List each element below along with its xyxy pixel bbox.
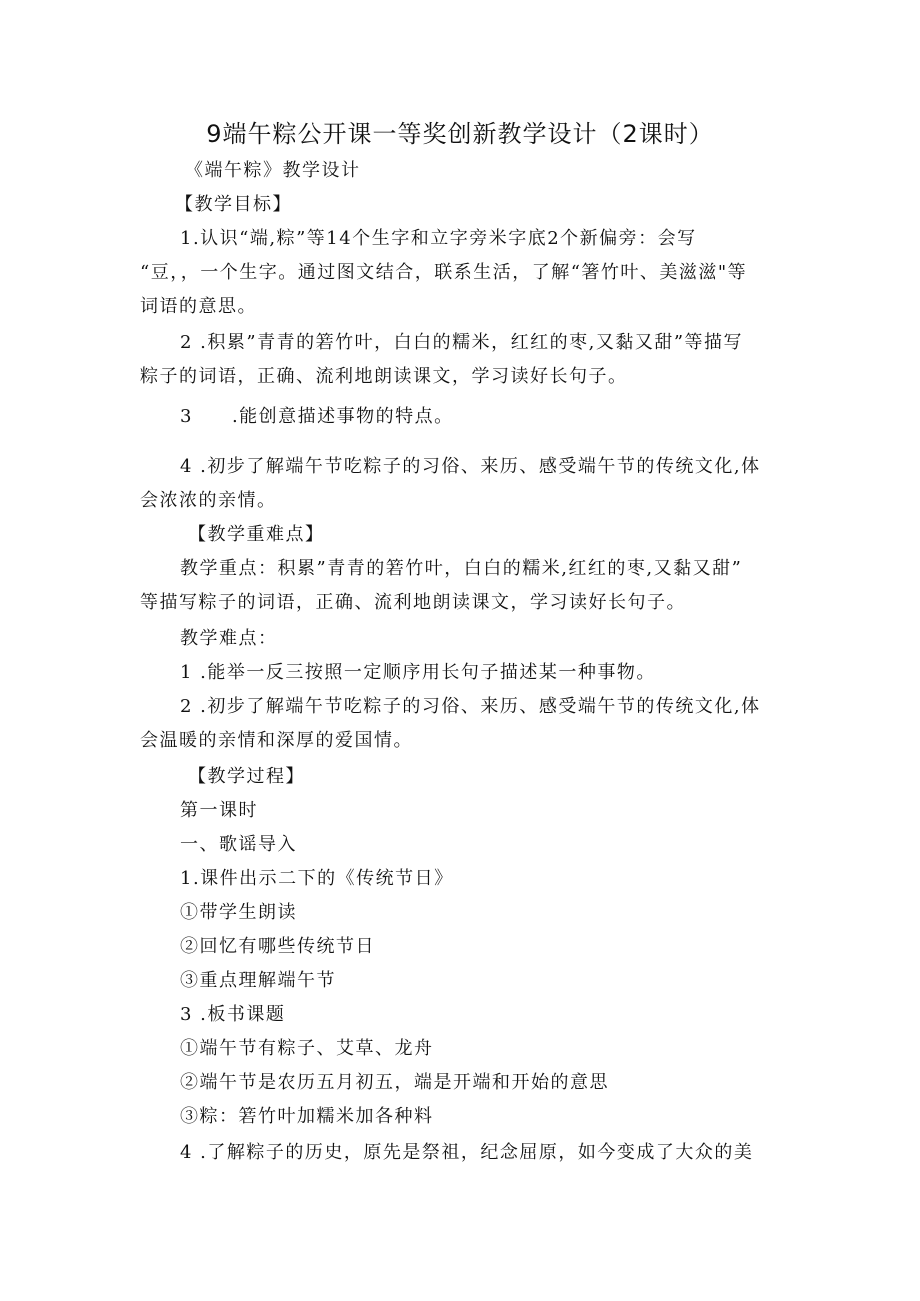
paragraph-line: 4 .初步了解端午节吃粽子的习俗、来历、感受端午节的传统文化,体	[180, 456, 761, 477]
paragraph-line: ③粽：箬竹叶加糯米加各种料	[180, 1106, 434, 1127]
paragraph-line: ②端午节是农历五月初五，端是开端和开始的意思	[180, 1072, 609, 1093]
paragraph-line: 2 .积累”青青的箬竹叶，白白的糯米，红红的枣,又黏又甜”等描写	[180, 332, 744, 353]
paragraph-line: 会浓浓的亲情。	[140, 490, 277, 511]
paragraph-line: 词语的意思。	[140, 296, 257, 317]
paragraph-line: ②回忆有哪些传统节日	[180, 936, 375, 957]
paragraph-line: 4 .了解粽子的历史，原先是祭祖，纪念屈原，如今变成了大众的美	[180, 1142, 754, 1163]
paragraph-line: 2 .初步了解端午节吃粽子的习俗、来历、感受端午节的传统文化,体	[180, 696, 761, 717]
paragraph-line: ①带学生朗读	[180, 902, 297, 923]
section-heading-key-points: 【教学重难点】	[188, 524, 325, 545]
document-title: 9端午粽公开课一等奖创新教学设计（2课时）	[206, 120, 714, 148]
paragraph-line: 教学重点：积累”青青的箬竹叶，白白的糯米,红红的枣,又黏又甜”	[180, 558, 743, 579]
paragraph-line: ①端午节有粽子、艾草、龙舟	[180, 1038, 434, 1059]
paragraph-line: 1.认识“端,粽”等14个生字和立字旁米字底2个新偏旁：会写	[180, 228, 697, 249]
paragraph-line: 1 .能举一反三按照一定顺序用长句子描述某一种事物。	[180, 662, 656, 683]
paragraph-line: 一、歌谣导入	[180, 834, 297, 855]
paragraph-line: 教学难点：	[180, 628, 278, 649]
section-heading-objectives: 【教学目标】	[175, 194, 292, 215]
paragraph-line: 3 .板书课题	[180, 1004, 286, 1025]
paragraph-line: 粽子的词语，正确、流利地朗读课文，学习读好长句子。	[140, 366, 628, 387]
subtitle: 《端午粽》教学设计	[185, 160, 361, 181]
paragraph-line: 3 .能创意描述事物的特点。	[180, 406, 454, 427]
paragraph-line: 等描写粽子的词语，正确、流利地朗读课文，学习读好长句子。	[140, 592, 686, 613]
paragraph-line: 1.课件出示二下的《传统节日》	[180, 868, 454, 889]
paragraph-line: 第一课时	[180, 800, 258, 821]
paragraph-line: ③重点理解端午节	[180, 970, 336, 991]
paragraph-line: 会温暖的亲情和深厚的爱国情。	[140, 730, 413, 751]
paragraph-line: “豆，，一个生字。通过图文结合，联系生活，了解“箸竹叶、美滋滋"等	[140, 262, 748, 283]
section-heading-process: 【教学过程】	[188, 766, 305, 787]
